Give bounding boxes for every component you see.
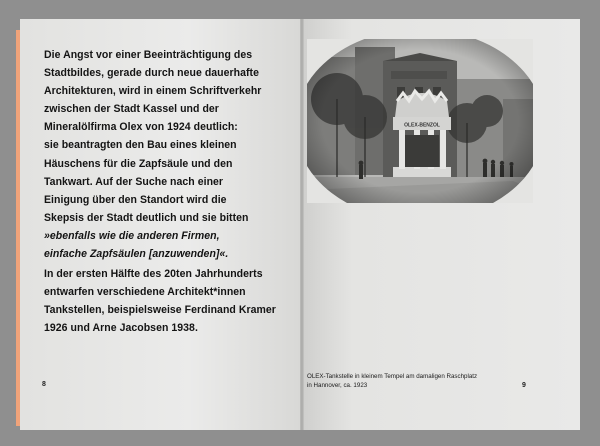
book-gutter bbox=[300, 19, 304, 430]
caption-line: in Hannover, ca. 1923 bbox=[307, 382, 368, 390]
text-line: Einigung über den Standort wird die bbox=[44, 193, 227, 206]
caption-line: OLEX-Tankstelle in kleinem Tempel am damaligen Raschplatz bbox=[307, 373, 478, 380]
paragraph-2 bbox=[44, 265, 276, 337]
text-line: Die Angst vor einer Beeinträchtigung des bbox=[44, 49, 253, 61]
text-line: Mineralölfirma Olex von 1924 deutlich: bbox=[44, 121, 238, 134]
text-line: Häuschens für die Zapfsäule und den bbox=[44, 157, 233, 170]
page-number-left: 8 bbox=[42, 381, 46, 388]
text-line: Architekturen, wird in einem Schriftverkehr bbox=[44, 85, 262, 98]
historic-photo bbox=[307, 39, 533, 203]
photo-caption bbox=[307, 372, 507, 391]
text-line: 1926 und Arne Jacobsen 1938. bbox=[44, 322, 198, 335]
quote-line: einfache Zapfsäulen [anzuwenden]«. bbox=[44, 248, 229, 261]
text-line: sie beantragten den Bau eines kleinen bbox=[44, 139, 237, 152]
text-line: entwarfen verschiedene Architekt*innen bbox=[44, 286, 246, 299]
body-text bbox=[44, 46, 276, 338]
text-line: In der ersten Hälfte des 20ten Jahrhunderts bbox=[44, 268, 263, 281]
text-line: Tankwart. Auf der Suche nach einer bbox=[44, 175, 224, 188]
text-line: Skepsis der Stadt deutlich und sie bitten bbox=[44, 211, 249, 224]
text-line: Tankstellen, beispielsweise Ferdinand Kramer bbox=[44, 304, 276, 317]
page-number-right: 9 bbox=[522, 382, 526, 389]
quote-line: »ebenfalls wie die anderen Firmen, bbox=[44, 229, 220, 242]
text-line: zwischen der Stadt Kassel und der bbox=[44, 103, 219, 116]
text-line: Stadtbildes, gerade durch neue dauerhafte bbox=[44, 67, 260, 80]
paragraph-1 bbox=[44, 46, 267, 263]
